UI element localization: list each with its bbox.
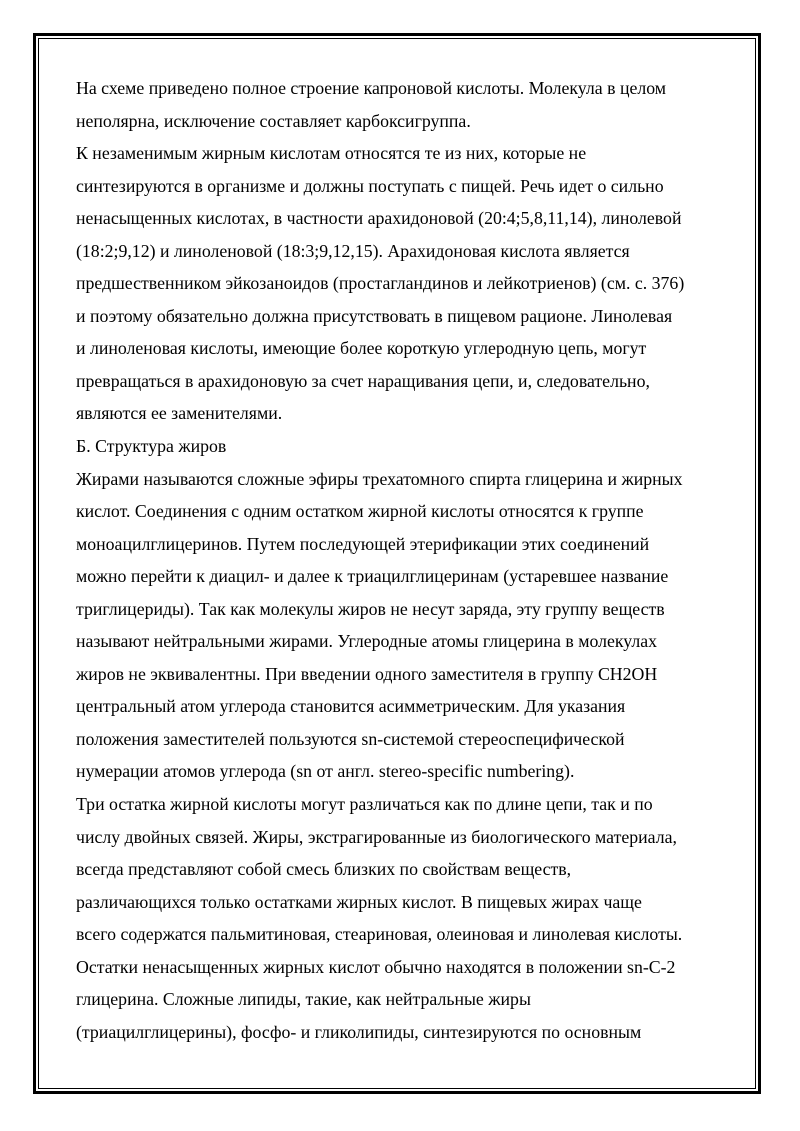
text-line: На схеме приведено полное строение капроновой кислоты. Молекула в целом	[76, 78, 667, 98]
text-line: Три остатка жирной кислоты могут различаться как по длине цепи, так и по	[76, 794, 653, 815]
text-line: числу двойных связей. Жиры, экстрагированные из биологического материала,	[76, 826, 677, 847]
text-line: называют нейтральными жирами. Углеродные атомы глицерина в молекулах	[76, 631, 658, 652]
text-line: триглицериды). Так как молекулы жиров не несут заряда, эту группу веществ	[76, 598, 665, 619]
text-line: предшественником эйкозаноидов (простагландинов и лейкотриенов) (см. с. 376)	[76, 273, 685, 294]
text-line: и линоленовая кислоты, имеющие более короткую углеродную цепь, могут	[76, 338, 647, 359]
text-line: превращаться в арахидоновую за счет наращивания цепи, и, следовательно,	[76, 370, 650, 391]
text-line: являются ее заменителями.	[76, 403, 283, 424]
section-heading: Б. Структура жиров	[76, 436, 227, 457]
text-line: положения заместителей пользуются sn-системой стереоспецифической	[76, 728, 625, 749]
text-line: Остатки ненасыщенных жирных кислот обычно находятся в положении sn-C-2	[76, 956, 676, 977]
text-line: центральный атом углерода становится асимметрическим. Для указания	[76, 696, 626, 717]
text-line: можно перейти к диацил- и далее к триацилглицеринам (устаревшее название	[76, 566, 669, 587]
text-line: (триацилглицерины), фосфо- и гликолипиды, синтезируются по основным	[76, 1021, 642, 1042]
text-line: неполярна, исключение составляет карбоксигруппа.	[76, 110, 471, 131]
text-line: жиров не эквивалентны. При введении одного заместителя в группу CH2OH	[76, 663, 658, 684]
document-body	[76, 72, 736, 1048]
text-line: кислот. Соединения с одним остатком жирной кислоты относятся к группе	[76, 501, 644, 522]
text-line: и поэтому обязательно должна присутствовать в пищевом рационе. Линолевая	[76, 305, 673, 326]
text-line: (18:2;9,12) и линоленовой (18:3;9,12,15). Арахидоновая кислота является	[76, 240, 630, 261]
text-line: К незаменимым жирным кислотам относятся те из них, которые не	[76, 143, 587, 164]
text-line: всегда представляют собой смесь близких по свойствам веществ,	[76, 859, 572, 880]
text-line: ненасыщенных кислотах, в частности арахидоновой (20:4;5,8,11,14), линолевой	[76, 208, 682, 229]
text-line: различающихся только остатками жирных кислот. В пищевых жирах чаще	[76, 891, 642, 912]
text-line: всего содержатся пальмитиновая, стеариновая, олеиновая и линолевая кислоты.	[76, 924, 683, 945]
text-line: нумерации атомов углерода (sn от англ. stereo-specific numbering).	[76, 761, 575, 782]
text-line: глицерина. Сложные липиды, такие, как нейтральные жиры	[76, 989, 531, 1010]
text-line: моноацилглицеринов. Путем последующей этерификации этих соединений	[76, 533, 650, 554]
text-line: синтезируются в организме и должны поступать с пищей. Речь идет о сильно	[76, 175, 664, 196]
text-line: Жирами называются сложные эфиры трехатомного спирта глицерина и жирных	[76, 468, 683, 489]
